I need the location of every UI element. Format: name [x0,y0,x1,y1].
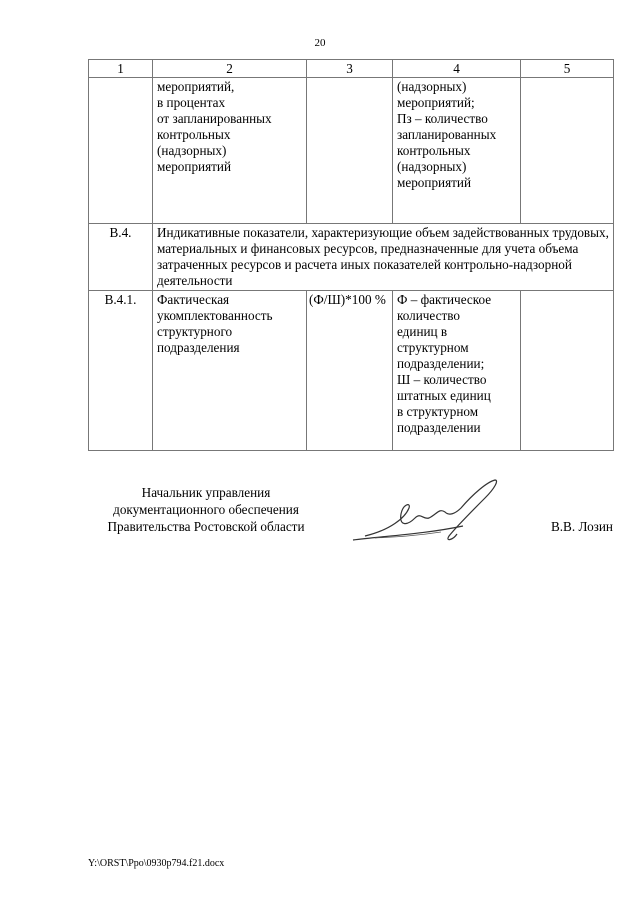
header-cell: 1 [89,60,153,78]
handwritten-signature [345,474,505,554]
header-cell: 3 [307,60,393,78]
section-row [89,224,614,291]
row-number: В.4.1. [89,291,153,451]
indicator-formula: (Ф/Ш)*100 % [307,291,393,451]
page-number: 20 [314,37,326,49]
row-number: В.4. [89,224,153,291]
indicator-name: мероприятий, в процентах от запланированных контрольных (надзорных) мероприятий [153,78,307,224]
header-cell: 4 [393,60,521,78]
table-row [89,291,614,451]
header-cell: 5 [521,60,614,78]
indicators-table [88,59,614,451]
indicator-variables: Ф – фактическое количество единиц в структурном подразделении; Ш – количество штатных единиц в структурном подразделении [393,291,521,451]
signatory-name: В.В. Лозин [550,519,613,534]
signatory-title: Начальник управления документационного обеспечения Правительства Ростовской области [107,485,305,534]
indicator-formula [307,78,393,224]
table-row [89,78,614,224]
row-number [89,78,153,224]
indicator-variables: (надзорных) мероприятий; Пз – количество запланированных контрольных (надзорных) мероприятий [393,78,521,224]
indicator-name: Фактическая укомплектованность структурного подразделения [153,291,307,451]
header-cell: 2 [153,60,307,78]
table-header-row [89,60,614,78]
footer-file-path: Y:\ORST\Ppo\0930p794.f21.docx [88,858,225,869]
section-heading: Индикативные показатели, характеризующие объем задействованных трудовых, материальных и финансовых ресурсов, предназначенные для учета объема затраченных ресурсов и расчета иных показателей контрольно-надзорной деятельности [153,224,614,291]
indicator-note [521,291,614,451]
indicator-note [521,78,614,224]
